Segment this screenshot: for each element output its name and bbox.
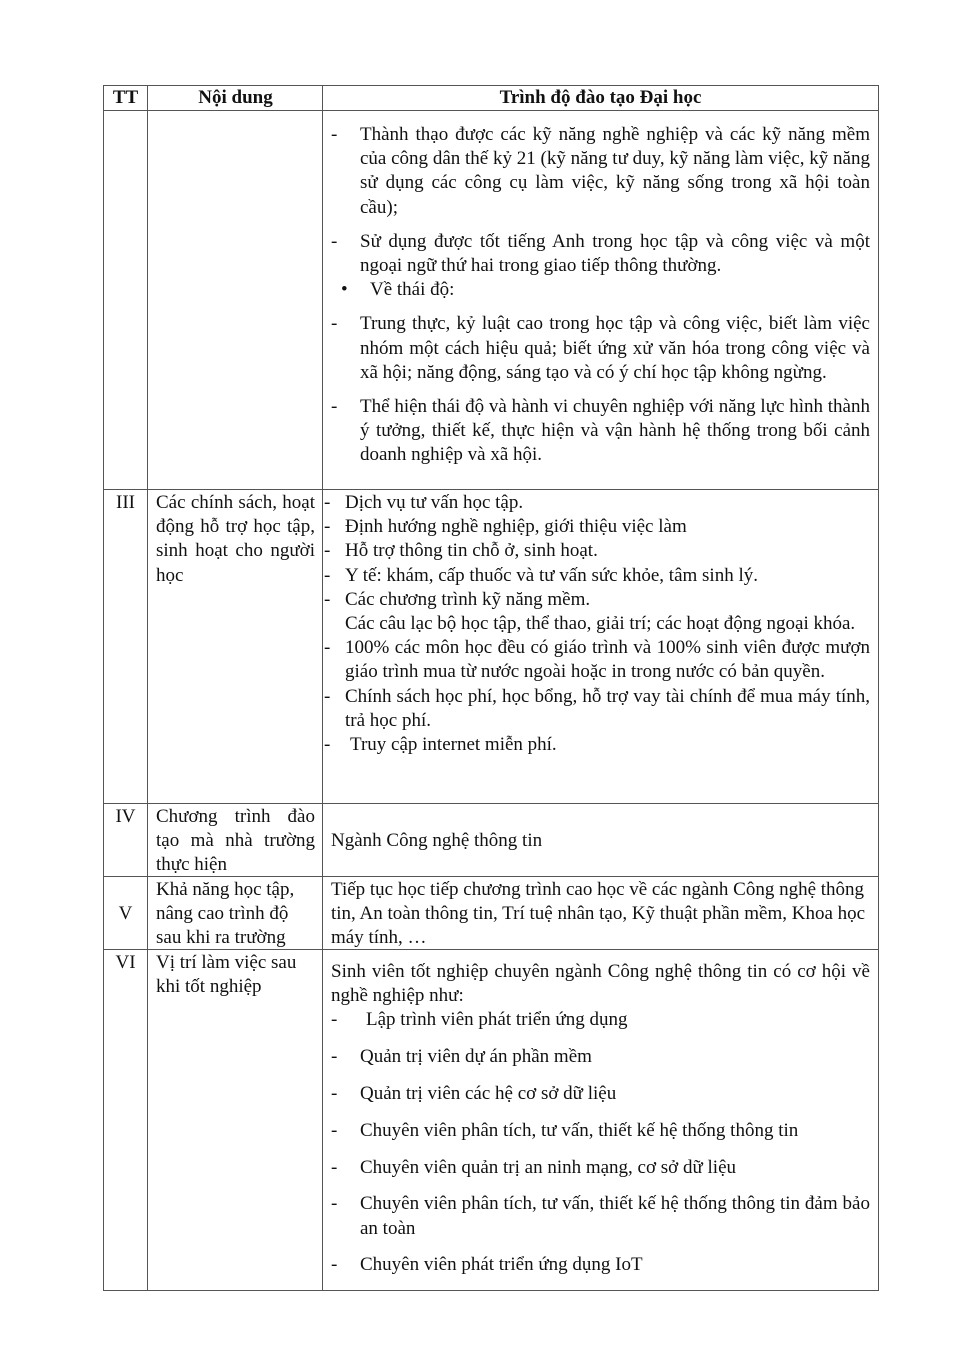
row-details [323,950,878,1290]
row-tt: V [104,877,148,950]
table-row-iii [104,489,878,804]
row-tt [104,111,148,490]
header-content: Nội dung [148,86,323,111]
list-item: - Sử dụng được tốt tiếng Anh trong học tập và công việc và một ngoại ngữ thứ hai trong giao tiếp thông thường. [331,230,870,277]
header-tt: TT [104,86,148,111]
list-item: - Lập trình viên phát triển ứng dụng [331,1009,628,1031]
list-item: - Dịch vụ tư vấn học tập. [324,492,524,513]
list-item: - Các chương trình kỹ năng mềm. [324,588,591,610]
row-tt: IV [104,804,148,877]
row-content: Khả năng học tập, nâng cao trình độ sau khi ra trường [148,877,323,950]
header-level: Trình độ đào tạo Đại học [499,87,702,108]
list-item: - Chính sách học phí, học bổng, hỗ trợ vay tài chính để mua máy tính, trả học phí. [324,685,870,731]
list-item: - Quản trị viên dự án phần mềm [331,1046,592,1068]
table-header-row [104,86,878,111]
list-item: - Chuyên viên phân tích, tư vấn, thiết kế hệ thống thông tin [331,1119,799,1141]
row-details [323,111,878,490]
list-item: - Thành thạo được các kỹ năng nghề nghiệp và các kỹ năng mềm của công dân thế kỷ 21 (kỹ năng tư duy, kỹ năng làm việc, kỹ năng sử dụng các công cụ làm việc, kỹ năng sống trong xã hội toàn cầu); [331,124,870,218]
row-content: Các chính sách, hoạt động hỗ trợ học tập, sinh hoạt cho người học [148,490,323,804]
table-row-vi [104,949,878,1290]
list-item: - Trung thực, kỷ luật cao trong học tập và công việc, biết làm việc nhóm một cách hiệu quả; biết ứng xử văn hóa trong công việc và xã hội; năng động, sáng tạo và có ý chí học tập không ngừng. [331,313,870,383]
row-content: Chương trình đào tạo mà nhà trường thực hiện [148,804,323,877]
list-item: - Truy cập internet miễn phí. [324,734,557,756]
bullet-heading: • Về thái độ: [341,279,455,301]
row-details [323,490,878,804]
program-info-table [103,85,879,1291]
list-item: - Quản trị viên các hệ cơ sở dữ liệu [331,1083,617,1104]
list-item: - Chuyên viên phát triển ứng dụng IoT [331,1254,643,1276]
table-row-iv [104,803,878,877]
list-item: - Định hướng nghề nghiệp, giới thiệu việc làm [324,516,687,538]
list-item: - Y tế: khám, cấp thuốc và tư vấn sức khỏe, tâm sinh lý. [324,564,758,586]
list-item: - Hỗ trợ thông tin chỗ ở, sinh hoạt. [324,540,598,562]
list-item: - Chuyên viên phân tích, tư vấn, thiết kế hệ thống thông tin đảm bảo an toàn [331,1193,870,1239]
row-content: Vị trí làm việc sau khi tốt nghiệp [148,950,323,1290]
table-row-continued [104,110,878,490]
row-content [148,111,323,490]
row-tt: III [104,490,148,804]
list-item: - Chuyên viên quản trị an ninh mạng, cơ sở dữ liệu [331,1156,737,1178]
row-value: Tiếp tục học tiếp chương trình cao học về các ngành Công nghệ thông tin, An toàn thông tin, Trí tuệ nhân tạo, Kỹ thuật phần mềm, Khoa học máy tính, … [331,879,866,949]
list-item-continuation: Các câu lạc bộ học tập, thể thao, giải trí; các hoạt động ngoại khóa. [345,613,856,635]
row-intro: Sinh viên tốt nghiệp chuyên ngành Công nghệ thông tin có cơ hội về nghề nghiệp như: [331,961,870,1007]
row-value: Ngành Công nghệ thông tin [331,830,543,851]
row-tt: VI [104,950,148,1290]
table-row-v [104,876,878,950]
list-item: - Thể hiện thái độ và hành vi chuyên nghiệp với năng lực hình thành ý tưởng, thiết kế, thực hiện và vận hành hệ thống trong bối cảnh doanh nghiệp và xã hội. [331,396,870,466]
list-item: - 100% các môn học đều có giáo trình và 100% sinh viên được mượn giáo trình mua từ nước ngoài hoặc in trong nước có bản quyền. [324,637,870,683]
